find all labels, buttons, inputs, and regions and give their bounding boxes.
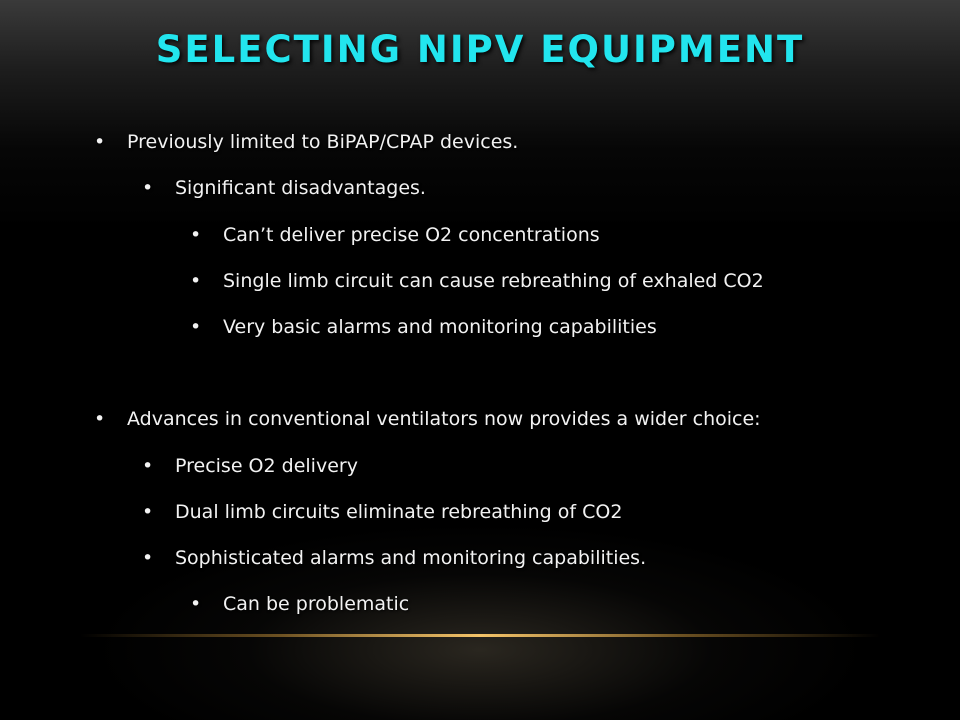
bullet-item xyxy=(190,222,600,248)
bullet-icon: • xyxy=(142,501,154,523)
bullet-icon: • xyxy=(94,131,106,153)
bullet-text: Precise O2 delivery xyxy=(175,455,358,477)
bullet-text: Sophisticated alarms and monitoring capabilities. xyxy=(175,547,647,569)
bullet-item xyxy=(142,545,647,571)
bullet-icon: • xyxy=(142,547,154,569)
bullet-item xyxy=(190,591,410,617)
bullet-icon: • xyxy=(190,316,202,338)
bullet-icon: • xyxy=(94,408,106,430)
bullet-item xyxy=(142,175,426,201)
footer-divider xyxy=(80,634,880,637)
bullet-text: Can’t deliver precise O2 concentrations xyxy=(223,224,600,246)
bullet-text: Single limb circuit can cause rebreathing of exhaled CO2 xyxy=(223,270,764,292)
bullet-text: Previously limited to BiPAP/CPAP devices. xyxy=(127,131,519,153)
bullet-item xyxy=(142,499,623,525)
bullet-item xyxy=(142,453,358,479)
bullet-text: Advances in conventional ventilators now provides a wider choice: xyxy=(127,408,761,430)
bullet-icon: • xyxy=(142,455,154,477)
bullet-text: Dual limb circuits eliminate rebreathing of CO2 xyxy=(175,501,623,523)
bullet-item xyxy=(94,129,519,155)
bullet-text: Very basic alarms and monitoring capabilities xyxy=(223,316,657,338)
slide-title: SELECTING NIPV EQUIPMENT xyxy=(155,28,805,71)
bullet-item xyxy=(190,268,764,294)
bullet-text: Can be problematic xyxy=(223,593,410,615)
bullet-icon: • xyxy=(190,270,202,292)
bullet-item xyxy=(94,406,761,432)
bullet-icon: • xyxy=(142,177,154,199)
bullet-item xyxy=(190,314,657,340)
bullet-text: Significant disadvantages. xyxy=(175,177,426,199)
bullet-icon: • xyxy=(190,593,202,615)
bullet-icon: • xyxy=(190,224,202,246)
